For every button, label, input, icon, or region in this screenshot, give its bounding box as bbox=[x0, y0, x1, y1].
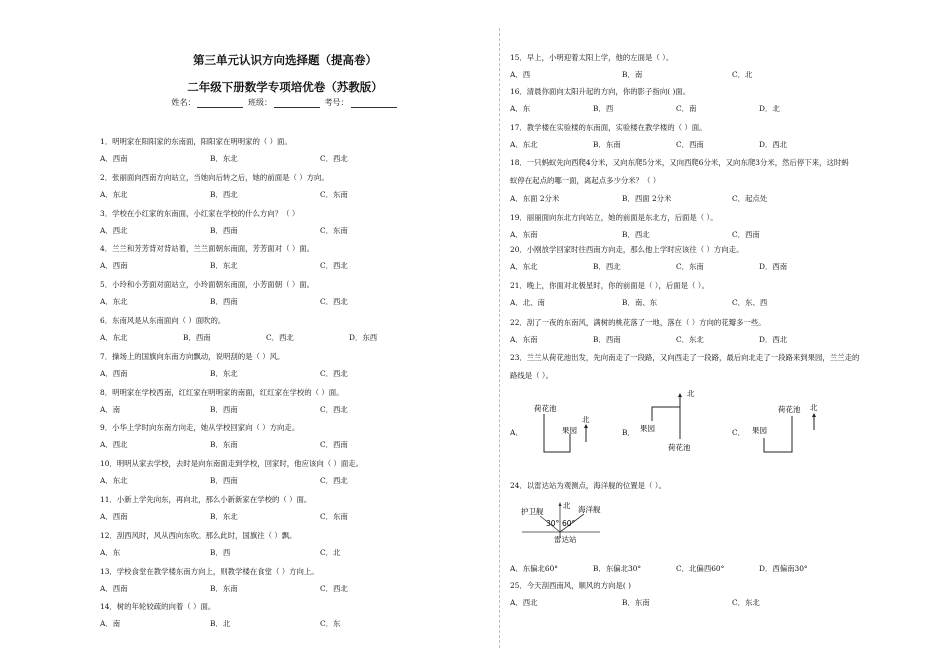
answer-option[interactable]: D．西北 bbox=[759, 335, 788, 344]
answer-option[interactable]: B．西南 bbox=[210, 476, 238, 486]
pond-label: 荷花池 bbox=[778, 405, 801, 414]
orchard-label: 果园 bbox=[752, 426, 767, 435]
answer-option[interactable]: B．西南 bbox=[210, 225, 238, 235]
answer-option[interactable]: A．西北 bbox=[510, 598, 538, 607]
answer-option[interactable]: A．东 bbox=[510, 104, 531, 113]
answer-option[interactable]: A．西南 bbox=[100, 512, 128, 521]
answer-option[interactable]: D．西南 bbox=[759, 262, 788, 271]
answer-option[interactable]: A． bbox=[510, 428, 523, 437]
answer-option[interactable]: A．西南 bbox=[100, 368, 128, 378]
answer-option[interactable]: C．西北 bbox=[320, 476, 348, 486]
question-text: 20．小刚放学回家时往西南方向走，那么他上学时应该往（ ）方向走。 bbox=[510, 245, 744, 254]
answer-option[interactable]: A．东偏北60° bbox=[510, 564, 558, 573]
route-diagram-b bbox=[640, 387, 725, 457]
north-label: 北 bbox=[563, 501, 571, 510]
answer-option[interactable]: C．南 bbox=[676, 104, 697, 113]
answer-option[interactable]: C．北 bbox=[320, 547, 341, 557]
question-text: 10．明明从家去学校，去时是向东南面走到学校，回家时，他应该向（ ）面走。 bbox=[100, 459, 364, 469]
question-text: 15．早上，小明迎着太阳上学，他的左面是（ ）。 bbox=[510, 53, 674, 62]
route-line bbox=[764, 416, 792, 452]
answer-option[interactable]: C．西南 bbox=[676, 140, 704, 149]
answer-option[interactable]: C．西北 bbox=[320, 404, 348, 414]
question-text: 19．丽丽面向东北方向站立，她的前面是东北方，后面是（ ）。 bbox=[510, 213, 718, 222]
answer-option[interactable]: A．北、南 bbox=[510, 298, 545, 307]
answer-option[interactable]: B．东南 bbox=[210, 440, 238, 450]
answer-option[interactable]: C．西北 bbox=[320, 297, 348, 307]
name-blank[interactable] bbox=[197, 99, 243, 108]
question-text: 8．明明家在学校西南，红红家在明明家的南面，红红家在学校的（ ）面。 bbox=[100, 387, 344, 397]
question-text: 1．明明家在阳阳家的东南面，阳阳家在明明家的（ ）面。 bbox=[100, 137, 292, 146]
question-text: 13．学校食堂在教学楼东南方向上，则教学楼在食堂（ ）方向上。 bbox=[100, 566, 319, 576]
answer-option[interactable]: C．西北 bbox=[320, 583, 348, 593]
answer-option[interactable]: A．西北 bbox=[100, 440, 128, 450]
question-text: 5．小玲和小芳面对面站立，小玲面朝东南面，小芳面朝（ ）面。 bbox=[100, 280, 314, 290]
page-subtitle: 二年级下册数学专项培优卷（苏教版） bbox=[187, 80, 383, 94]
route-line bbox=[652, 407, 680, 439]
radar-diagram bbox=[518, 500, 608, 544]
answer-option[interactable]: C．起点处 bbox=[732, 194, 768, 203]
answer-option[interactable]: D．西北 bbox=[759, 140, 788, 149]
answer-option[interactable]: B．西北 bbox=[210, 189, 238, 199]
class-blank[interactable] bbox=[274, 99, 320, 108]
answer-option[interactable]: C．东北 bbox=[676, 335, 704, 344]
orchard-label: 果园 bbox=[562, 426, 577, 435]
answer-option[interactable]: A．西南 bbox=[100, 261, 128, 271]
answer-option[interactable]: A．东南 bbox=[510, 230, 538, 239]
answer-option[interactable]: C．东南 bbox=[320, 189, 348, 199]
answer-option[interactable]: A．东面 2分米 bbox=[510, 194, 560, 203]
answer-option[interactable]: B．西南 bbox=[183, 333, 211, 342]
pond-label: 荷花池 bbox=[668, 443, 691, 452]
answer-option[interactable]: B．东南 bbox=[622, 598, 650, 607]
student-info bbox=[100, 97, 470, 108]
answer-option[interactable]: A．西南 bbox=[100, 583, 128, 593]
question-text: 6．东南风是从东南面向（ ）面吹的。 bbox=[100, 316, 226, 325]
answer-option[interactable]: C．西北 bbox=[320, 368, 348, 378]
column-divider bbox=[499, 28, 500, 648]
answer-option[interactable]: B．东偏北30° bbox=[593, 564, 642, 573]
question-text: 22．刮了一夜的东南风，满树的桃花落了一地，落在（ ）方向的花瓣多一些。 bbox=[510, 318, 766, 327]
answer-option[interactable]: A．西北 bbox=[100, 225, 128, 235]
answer-option[interactable]: D．东西 bbox=[349, 333, 378, 342]
question-text: 7．操场上的国旗向东南方向飘动，说明刮的是（ ）风。 bbox=[100, 351, 285, 361]
answer-option[interactable]: A．东北 bbox=[100, 297, 128, 307]
answer-option[interactable]: C．东 bbox=[320, 619, 341, 629]
answer-option[interactable]: A．东 bbox=[100, 547, 121, 557]
ocean-ship-label: 海洋舰 bbox=[578, 505, 601, 514]
question-text-continued: 路线是（ ）。 bbox=[510, 371, 553, 380]
id-label: 考号： bbox=[324, 98, 349, 107]
question-text-continued: 蚁停在起点的哪一面，离起点多少分米？（ ） bbox=[510, 176, 661, 185]
question-text: 14．树的年轮较疏的向着（ ）面。 bbox=[100, 602, 216, 612]
question-text: 25．今天刮西南风，顺风的方向是( ) bbox=[510, 581, 631, 590]
answer-option[interactable]: C．北偏西60° bbox=[676, 564, 725, 573]
answer-option[interactable]: C．东南 bbox=[320, 512, 348, 521]
name-label: 姓名： bbox=[171, 98, 196, 107]
north-label: 北 bbox=[810, 403, 818, 412]
question-text: 3．学校在小红家的东南面，小红家在学校的什么方向？（ ） bbox=[100, 208, 300, 218]
answer-option[interactable]: B．西南 bbox=[593, 335, 621, 344]
orchard-label: 果园 bbox=[640, 424, 655, 433]
question-text: 9．小华上学时向东南方向走，她从学校回家向（ ）方向走。 bbox=[100, 423, 300, 433]
question-text: 12．刮西风时，风从西向东吹。那么此时，国旗往（ ）飘。 bbox=[100, 530, 297, 540]
answer-option[interactable]: B．西北 bbox=[622, 230, 650, 239]
question-text: 18．一只蚂蚁先向西爬4分米，又向东爬5分米，又向西爬6分米，又向东爬3分米，然后停下来，这时蚂 bbox=[510, 158, 849, 167]
answer-option[interactable]: B．西 bbox=[593, 104, 614, 113]
guard-ship-label: 护卫舰 bbox=[521, 507, 544, 516]
angle-label-1: 30° bbox=[546, 519, 560, 528]
answer-option[interactable]: A．东北 bbox=[100, 333, 128, 342]
answer-option[interactable]: B．东北 bbox=[210, 154, 238, 163]
north-label: 北 bbox=[687, 389, 695, 398]
answer-option[interactable]: A．西 bbox=[510, 70, 531, 79]
answer-option[interactable]: C． bbox=[732, 428, 746, 437]
answer-option[interactable]: A．西南 bbox=[100, 154, 128, 163]
answer-option[interactable]: B．西 bbox=[210, 547, 231, 557]
class-label: 班级： bbox=[248, 98, 272, 107]
answer-option[interactable]: A．东北 bbox=[100, 476, 128, 486]
route-diagram-c bbox=[750, 400, 840, 458]
answer-option[interactable]: A．东北 bbox=[510, 140, 538, 149]
answer-option[interactable]: C．东、西 bbox=[732, 298, 768, 307]
question-text: 24．以雷达站为观测点，海洋舰的位置是（ ）。 bbox=[510, 481, 666, 490]
answer-option[interactable]: C．北 bbox=[732, 70, 753, 79]
answer-option[interactable]: A．南 bbox=[100, 619, 121, 629]
question-text: 11．小新上学先向东，再向北，那么小新新家在学校的（ ）面。 bbox=[100, 495, 312, 504]
answer-option[interactable]: C．西北 bbox=[320, 261, 348, 271]
question-text: 21．晚上，你面对北极星时，你的前面是（ ），后面是（ ）。 bbox=[510, 281, 709, 290]
answer-option[interactable]: C．西南 bbox=[320, 440, 348, 450]
question-text: 23．兰兰从荷花池出发，先向南走了一段路，又向西走了一段路，最后向北走了一段路来到果园，兰兰走的 bbox=[510, 353, 860, 362]
north-label: 北 bbox=[582, 415, 590, 424]
answer-option[interactable]: B．东南 bbox=[593, 140, 621, 149]
angle-label-2: 60° bbox=[562, 519, 576, 528]
question-text: 2．张丽面向西南方向站立，当她向后转之后，她的前面是（ ）方向。 bbox=[100, 172, 329, 182]
answer-option[interactable]: B．西南 bbox=[210, 297, 238, 307]
page-title: 第三单元认识方向选择题（提高卷） bbox=[193, 53, 377, 67]
answer-option[interactable]: A．东北 bbox=[510, 262, 538, 271]
answer-option[interactable]: C．东北 bbox=[732, 598, 760, 607]
answer-option[interactable]: D．北 bbox=[759, 104, 780, 113]
question-text: 4．兰兰和芳芳背对背站着，兰兰面朝东南面，芳芳面对（ ）面。 bbox=[100, 244, 314, 254]
answer-option[interactable]: C．东南 bbox=[320, 225, 348, 235]
answer-option[interactable]: A．东南 bbox=[510, 335, 538, 344]
answer-option[interactable]: C．东南 bbox=[676, 262, 704, 271]
answer-option[interactable]: C．西北 bbox=[266, 333, 294, 342]
route-diagram-a bbox=[520, 400, 610, 458]
pond-label: 荷花池 bbox=[534, 404, 557, 413]
question-text: 17．教学楼在实验楼的东南面，实验楼在教学楼的（ ）面。 bbox=[510, 123, 707, 132]
answer-option[interactable]: C．西北 bbox=[320, 154, 348, 163]
answer-option[interactable]: B．西北 bbox=[593, 262, 621, 271]
answer-option[interactable]: B．西南 bbox=[210, 404, 238, 414]
answer-option[interactable]: B．西面 2分米 bbox=[622, 194, 672, 203]
id-blank[interactable] bbox=[351, 99, 397, 108]
answer-option[interactable]: D．西偏南30° bbox=[759, 564, 808, 573]
answer-option[interactable]: B．东北 bbox=[210, 368, 238, 378]
answer-option[interactable]: B．南、东 bbox=[622, 298, 657, 307]
answer-option[interactable]: A．南 bbox=[100, 404, 121, 414]
answer-option[interactable]: B．北 bbox=[210, 619, 231, 629]
answer-option[interactable]: B．东北 bbox=[210, 261, 238, 271]
answer-option[interactable]: A．东北 bbox=[100, 189, 128, 199]
answer-option[interactable]: B．南 bbox=[622, 70, 643, 79]
answer-option[interactable]: C．西南 bbox=[732, 230, 760, 239]
answer-option[interactable]: B．东南 bbox=[210, 583, 238, 593]
radar-label: 雷达站 bbox=[554, 535, 577, 544]
answer-option[interactable]: B． bbox=[622, 428, 635, 437]
answer-option[interactable]: B．东北 bbox=[210, 512, 238, 521]
question-text: 16．清晨你面向太阳升起的方向，你的影子指向( )面。 bbox=[510, 87, 691, 96]
